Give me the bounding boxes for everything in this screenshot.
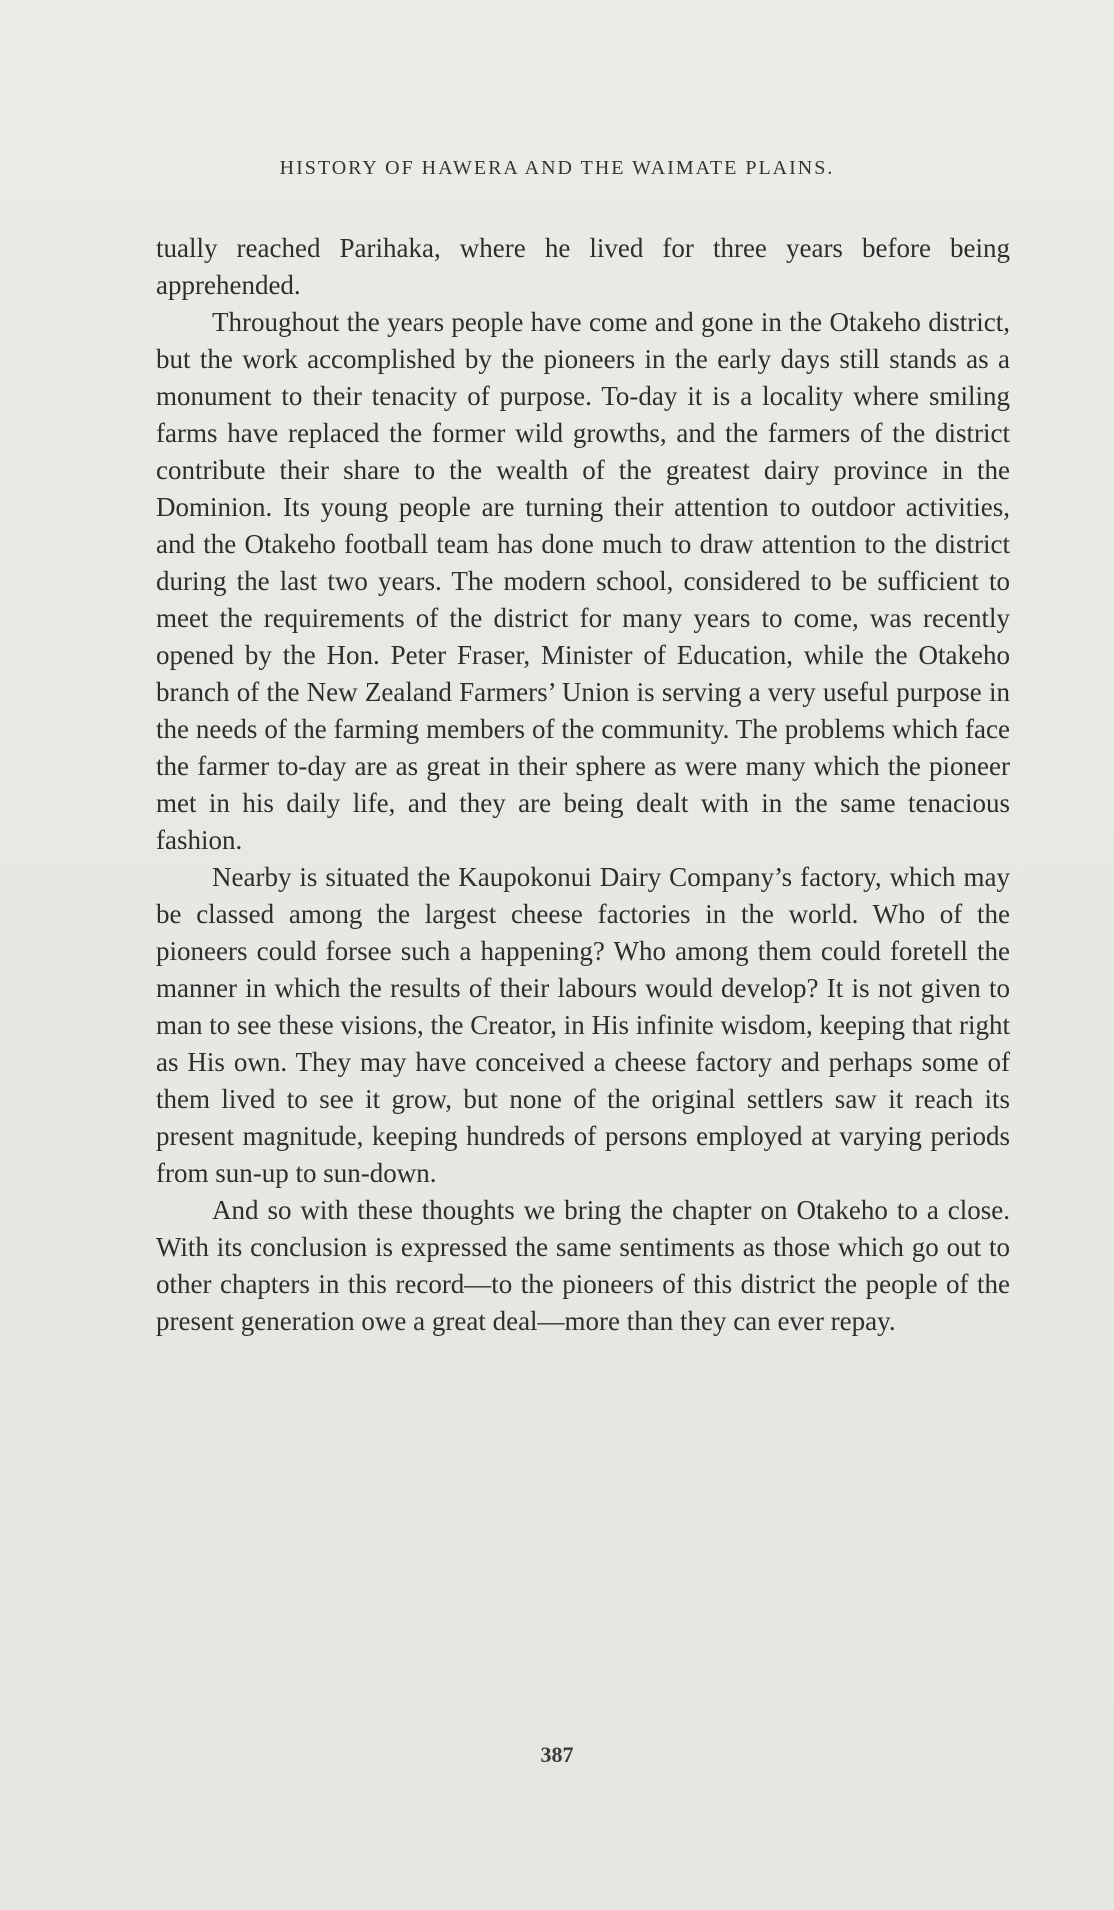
running-header-title: HISTORY OF HAWERA AND THE WAIMATE PLAINS. xyxy=(279,157,835,179)
paragraph-continuation: tually reached Parihaka, where he lived for three years before being apprehended. xyxy=(156,233,1010,300)
paragraph-kaupokonui-factory: Nearby is situated the Kaupokonui Dairy Company’s factory, which may be classed among the largest cheese factories in the world. Who of the pioneers could forsee such a happening? Who among them could foretell the manner in which the results of their labours would develop? It is not given to man to see these visions, the Creator, in His infinite wisdom, keeping that right as His own. They may have conceived a cheese factory and perhaps some of them lived to see it grow, but none of the original settlers saw it reach its present magnitude, keeping hundreds of persons employed at varying periods from sun-up to sun-down. xyxy=(156,862,1010,1188)
body-text xyxy=(156,230,1010,1340)
page-number: 387 xyxy=(540,1742,574,1767)
paragraph-chapter-close: And so with these thoughts we bring the chapter on Otakeho to a close. With its conclusion is expressed the same sentiments as those which go out to other chapters in this record—to the pioneers of this district the people of the present generation owe a great deal—more than they can ever repay. xyxy=(156,1195,1010,1336)
paragraph-otakeho-district: Throughout the years people have come and gone in the Otakeho district, but the work accomplished by the pioneers in the early days still stands as a monument to their tenacity of purpose. To-day it is a locality where smiling farms have replaced the former wild growths, and the farmers of the district contribute their share to the wealth of the greatest dairy province in the Dominion. Its young people are turning their attention to outdoor activities, and the Otakeho football team has done much to draw attention to the district during the last two years. The modern school, considered to be sufficient to meet the requirements of the district for many years to come, was recently opened by the Hon. Peter Fraser, Minister of Education, while the Otakeho branch of the New Zealand Farmers’ Union is serving a very useful purpose in the needs of the farming members of the community. The problems which face the farmer to-day are as great in their sphere as were many which the pioneer met in his daily life, and they are being dealt with in the same tenacious fashion. xyxy=(156,307,1010,855)
